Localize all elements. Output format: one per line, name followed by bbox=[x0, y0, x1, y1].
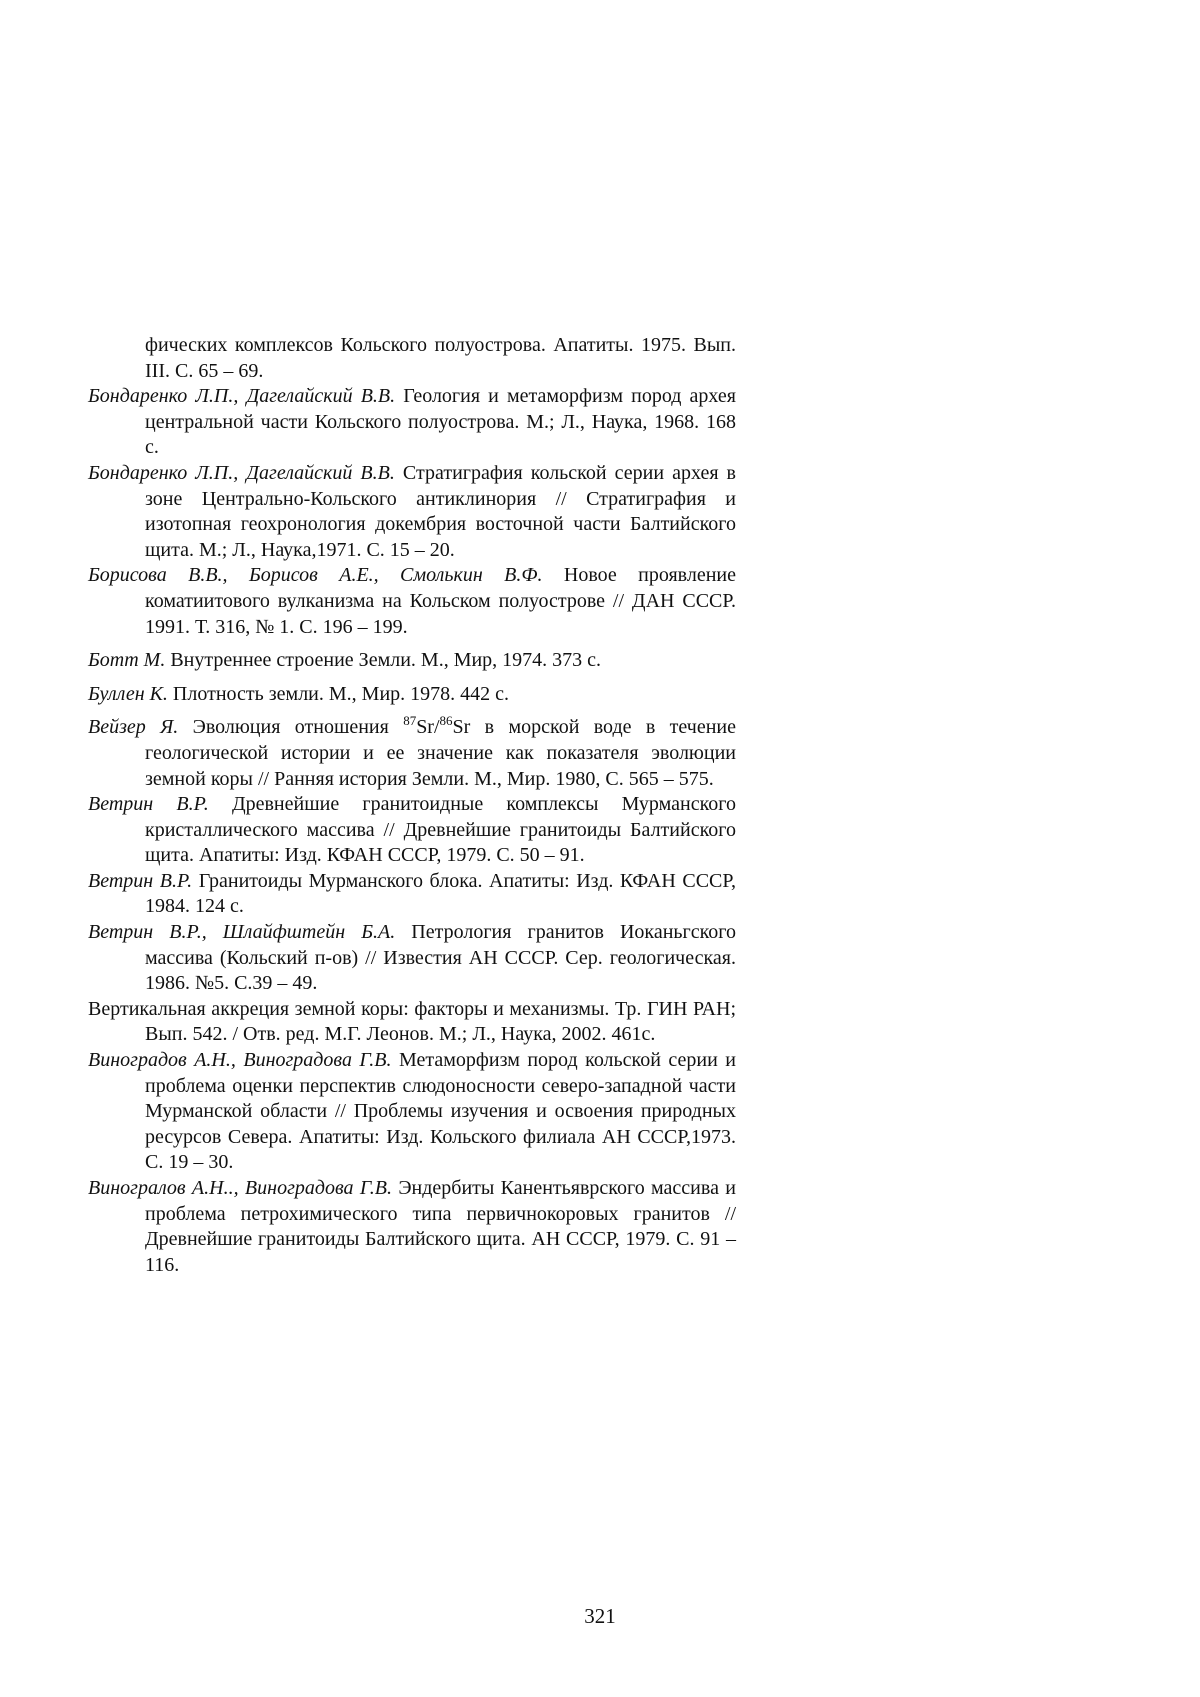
reference-text: Внутреннее строение Земли. М., Мир, 1974. 373 с. bbox=[170, 649, 602, 672]
reference-item bbox=[88, 869, 736, 920]
reference-authors: Ботт М. bbox=[88, 649, 166, 672]
reference-item bbox=[88, 384, 736, 461]
reference-text-after: Sr в морской воде в течение геологической истории и ее значение как показателя эволюции земной коры // Ранняя история Земли. М., Мир. 1980, С. 565 – 575. bbox=[145, 716, 737, 790]
reference-text: Метаморфизм пород кольской серии и проблема оценки перспектив слюдоносности северо-западной части Мурманской области // Проблемы изучения и освоения природных ресурсов Севера. Апатиты: Изд. Кольского филиала АН СССР,1973. С. 19 – 30. bbox=[145, 1049, 737, 1174]
reference-text: Древнейшие гранитоидные комплексы Мурманского кристаллического массива // Древнейшие гранитоиды Балтийского щита. Апатиты: Изд. КФАН СССР, 1979. С. 50 – 91. bbox=[145, 793, 736, 867]
reference-item bbox=[88, 461, 736, 563]
reference-text: Плотность земли. М., Мир. 1978. 442 с. bbox=[172, 682, 510, 705]
isotope-mass-86: 86 bbox=[439, 713, 453, 729]
reference-text: Стратиграфия кольской серии архея в зоне Центрально-Кольского антиклинория // Стратиграфия и изотопная геохронология докембрия восточной части Балтийского щита. М.; Л., Наука,1971. С. 15 – 20. bbox=[145, 461, 736, 561]
reference-text: Вертикальная аккреция земной коры: факторы и механизмы. Тр. ГИН РАН; Вып. 542. / Отв. ред. М.Г. Леонов. М.; Л., Наука, 2002. 461с. bbox=[88, 997, 736, 1046]
reference-item bbox=[88, 1176, 736, 1278]
reference-authors: Виноградов А.Н., Виноградова Г.В. bbox=[88, 1049, 392, 1072]
reference-authors: Бондаренко Л.П., Дагелайский В.В. bbox=[88, 385, 396, 408]
isotope-mass-87: 87 bbox=[403, 713, 417, 729]
reference-authors: Ветрин В.Р. bbox=[88, 793, 209, 816]
reference-item bbox=[88, 648, 736, 674]
reference-text: Новое проявление коматиитового вулканизма на Кольском полуострове // ДАН СССР. 1991. Т. 316, № 1. С. 196 – 199. bbox=[145, 564, 737, 638]
reference-item bbox=[88, 1048, 736, 1176]
reference-item bbox=[88, 715, 736, 792]
reference-text: Эндербиты Канентьяврского массива и проблема петрохимического типа первичнокоровых гранитов // Древнейшие гранитоиды Балтийского щита. АН СССР, 1979. С. 91 – 116. bbox=[145, 1177, 736, 1276]
reference-authors: Бондаренко Л.П., Дагелайский В.В. bbox=[88, 461, 395, 484]
reference-text: Гранитоиды Мурманского блока. Апатиты: Изд. КФАН СССР, 1984. 124 с. bbox=[145, 869, 736, 918]
reference-authors: Буллен К. bbox=[88, 682, 168, 705]
reference-authors: Виногралов А.Н.., Виноградова Г.В. bbox=[88, 1177, 392, 1199]
reference-text: Петрология гранитов Иоканьгского массива (Кольский п-ов) // Известия АН СССР. Сер. геологическая. 1986. №5. С.39 – 49. bbox=[145, 921, 737, 995]
reference-list bbox=[88, 333, 736, 1278]
reference-item bbox=[88, 997, 736, 1048]
reference-item bbox=[88, 333, 736, 384]
reference-item bbox=[88, 792, 736, 869]
reference-authors: Ветрин В.Р., Шлайфштейн Б.А. bbox=[88, 921, 396, 944]
reference-item bbox=[88, 682, 736, 708]
reference-authors: Вейзер Я. bbox=[88, 716, 179, 739]
reference-text: фических комплексов Кольского полуострова. Апатиты. 1975. Вып. III. С. 65 – 69. bbox=[145, 334, 736, 382]
isotope-symbol: Sr/ bbox=[416, 716, 440, 739]
reference-text-before: Эволюция отношения bbox=[192, 716, 404, 739]
reference-item bbox=[88, 563, 736, 640]
reference-authors: Борисова В.В., Борисов А.Е., Смолькин В.Ф. bbox=[88, 564, 543, 587]
page-number: 321 bbox=[584, 1604, 616, 1628]
reference-authors: Ветрин В.Р. bbox=[88, 869, 193, 892]
reference-item bbox=[88, 920, 736, 997]
reference-text: Геология и метаморфизм пород архея центральной части Кольского полуострова. М.; Л., Наука, 1968. 168 с. bbox=[145, 385, 737, 459]
